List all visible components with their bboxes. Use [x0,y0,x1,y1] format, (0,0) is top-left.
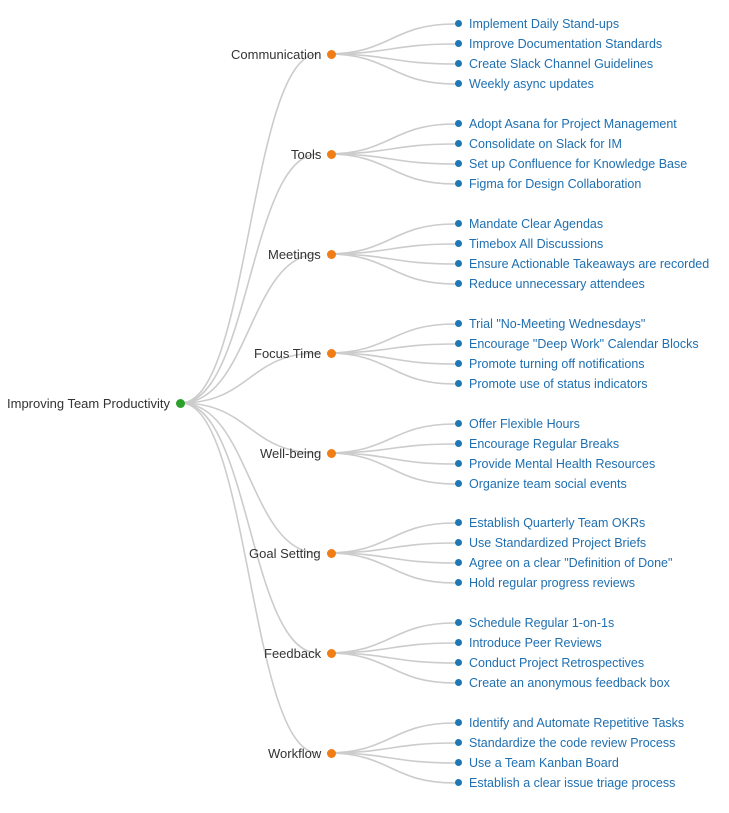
node-label: Improving Team Productivity [7,395,171,411]
node-dot-icon [327,749,336,758]
node-label: Conduct Project Retrospectives [469,655,645,670]
leaf-node-0-0[interactable] [455,18,619,31]
link-path [327,444,455,453]
node-dot-icon [455,539,462,546]
leaf-node-4-1[interactable] [455,438,619,451]
node-label: Mandate Clear Agendas [469,216,604,231]
branch-node-1[interactable] [291,148,336,161]
link-path [327,254,455,264]
node-dot-icon [455,280,462,287]
node-label: Hold regular progress reviews [469,575,636,590]
node-dot-icon [455,340,462,347]
link-path [327,743,455,753]
node-dot-icon [455,380,462,387]
node-label: Figma for Design Collaboration [469,176,642,191]
node-label: Weekly async updates [469,76,594,91]
node-dot-icon [327,50,336,59]
node-dot-icon [455,160,462,167]
link-path [327,154,455,164]
leaf-node-3-1[interactable] [455,338,699,351]
node-label: Tools [291,146,322,162]
link-path [327,453,455,484]
node-label: Offer Flexible Hours [469,416,580,431]
branch-node-5[interactable] [249,547,336,560]
link-path [327,154,455,184]
node-label: Promote use of status indicators [469,376,648,391]
node-label: Goal Setting [249,545,321,561]
link-path [327,44,455,54]
branch-node-4[interactable] [260,447,336,460]
node-dot-icon [455,679,462,686]
branch-node-2[interactable] [268,248,336,261]
node-label: Use a Team Kanban Board [469,755,619,770]
leaf-node-5-3[interactable] [455,577,635,590]
node-label: Focus Time [254,345,322,361]
node-dot-icon [455,460,462,467]
leaf-node-6-0[interactable] [455,617,614,630]
node-dot-icon [455,619,462,626]
node-label: Promote turning off notifications [469,356,645,371]
node-dot-icon [455,739,462,746]
link-path [327,653,455,683]
leaf-node-1-2[interactable] [455,158,687,171]
node-label: Establish Quarterly Team OKRs [469,515,646,530]
node-dot-icon [455,639,462,646]
link-path [327,324,455,353]
node-dot-icon [327,150,336,159]
node-dot-icon [455,20,462,27]
node-dot-icon [176,399,185,408]
link-path [327,124,455,154]
leaf-node-5-1[interactable] [455,537,646,550]
node-dot-icon [455,440,462,447]
leaf-node-4-0[interactable] [455,418,580,431]
node-label: Adopt Asana for Project Management [469,116,677,131]
node-label: Ensure Actionable Takeaways are recorded [469,256,710,271]
link-path [327,553,455,563]
node-label: Improve Documentation Standards [469,36,663,51]
node-label: Implement Daily Stand-ups [469,16,620,31]
node-label: Standardize the code review Process [469,735,676,750]
node-dot-icon [455,80,462,87]
node-dot-icon [455,40,462,47]
node-dot-icon [455,220,462,227]
link-path [181,353,318,403]
node-label: Establish a clear issue triage process [469,775,676,790]
node-label: Organize team social events [469,476,627,491]
node-dot-icon [455,240,462,247]
link-path [327,353,455,384]
leaf-node-0-1[interactable] [455,38,662,51]
root-node[interactable] [7,397,185,410]
node-dot-icon [455,519,462,526]
node-dot-icon [455,420,462,427]
link-path [181,403,318,553]
link-path [327,723,455,753]
node-label: Create an anonymous feedback box [469,675,670,690]
link-path [327,344,455,353]
node-dot-icon [455,659,462,666]
link-path [327,353,455,364]
link-path [327,753,455,783]
leaf-node-1-1[interactable] [455,138,622,151]
link-path [327,643,455,653]
branch-node-6[interactable] [264,647,336,660]
branch-node-7[interactable] [268,747,336,760]
link-path [181,154,318,403]
link-path [327,54,455,64]
leaf-node-6-1[interactable] [455,637,602,650]
leaf-node-5-2[interactable] [455,557,672,570]
node-dot-icon [455,779,462,786]
leaf-node-2-2[interactable] [455,258,709,271]
node-label: Well-being [260,445,322,461]
leaf-node-3-0[interactable] [455,318,645,331]
node-label: Introduce Peer Reviews [469,635,602,650]
node-label: Provide Mental Health Resources [469,456,656,471]
node-dot-icon [455,60,462,67]
node-dot-icon [455,180,462,187]
leaf-node-0-3[interactable] [455,78,594,91]
leaf-node-3-3[interactable] [455,378,648,391]
branch-node-0[interactable] [231,48,336,61]
node-dot-icon [455,140,462,147]
node-label: Agree on a clear "Definition of Done" [469,555,673,570]
link-path [327,543,455,553]
node-dot-icon [455,260,462,267]
node-label: Set up Confluence for Knowledge Base [469,156,688,171]
node-dot-icon [455,320,462,327]
leaf-node-4-2[interactable] [455,458,655,471]
node-label: Reduce unnecessary attendees [469,276,645,291]
leaf-node-7-3[interactable] [455,777,675,790]
node-dot-icon [327,649,336,658]
link-path [327,623,455,653]
leaf-node-2-0[interactable] [455,218,603,231]
link-path [327,244,455,254]
node-label: Trial "No-Meeting Wednesdays" [469,316,646,331]
leaf-node-7-0[interactable] [455,717,684,730]
node-label: Create Slack Channel Guidelines [469,56,654,71]
node-label: Encourage Regular Breaks [469,436,620,451]
link-path [327,24,455,54]
node-label: Workflow [268,745,322,761]
node-label: Schedule Regular 1-on-1s [469,615,615,630]
link-path [181,403,318,653]
leaf-node-0-2[interactable] [455,58,653,71]
node-dot-icon [327,349,336,358]
node-dot-icon [455,719,462,726]
leaf-node-1-0[interactable] [455,118,677,131]
leaf-node-7-2[interactable] [455,757,619,770]
node-label: Timebox All Discussions [469,236,604,251]
leaf-node-6-3[interactable] [455,677,670,690]
link-path [327,753,455,763]
node-dot-icon [455,579,462,586]
leaf-node-2-1[interactable] [455,238,603,251]
leaf-node-4-3[interactable] [455,478,627,491]
leaf-node-6-2[interactable] [455,657,644,670]
node-label: Meetings [268,246,321,262]
leaf-node-2-3[interactable] [455,278,645,291]
node-dot-icon [327,250,336,259]
link-path [181,254,318,403]
link-path [327,553,455,583]
node-dot-icon [455,480,462,487]
node-dot-icon [327,449,336,458]
node-label: Use Standardized Project Briefs [469,535,647,550]
node-label: Encourage "Deep Work" Calendar Blocks [469,336,699,351]
branch-node-3[interactable] [254,347,336,360]
node-label: Identify and Automate Repetitive Tasks [469,715,685,730]
link-path [327,523,455,553]
node-dot-icon [455,559,462,566]
link-path [327,224,455,254]
leaf-node-7-1[interactable] [455,737,675,750]
link-path [327,54,455,84]
leaf-node-3-2[interactable] [455,358,645,371]
node-label: Feedback [264,645,322,661]
node-dot-icon [455,759,462,766]
node-label: Consolidate on Slack for IM [469,136,622,151]
node-dot-icon [455,360,462,367]
link-path [327,653,455,663]
link-path [327,144,455,154]
node-dot-icon [455,120,462,127]
link-path [327,453,455,464]
link-path [327,254,455,284]
node-label: Communication [231,46,322,62]
node-dot-icon [327,549,336,558]
leaf-node-1-3[interactable] [455,178,641,191]
link-path [327,424,455,453]
leaf-node-5-0[interactable] [455,517,645,530]
